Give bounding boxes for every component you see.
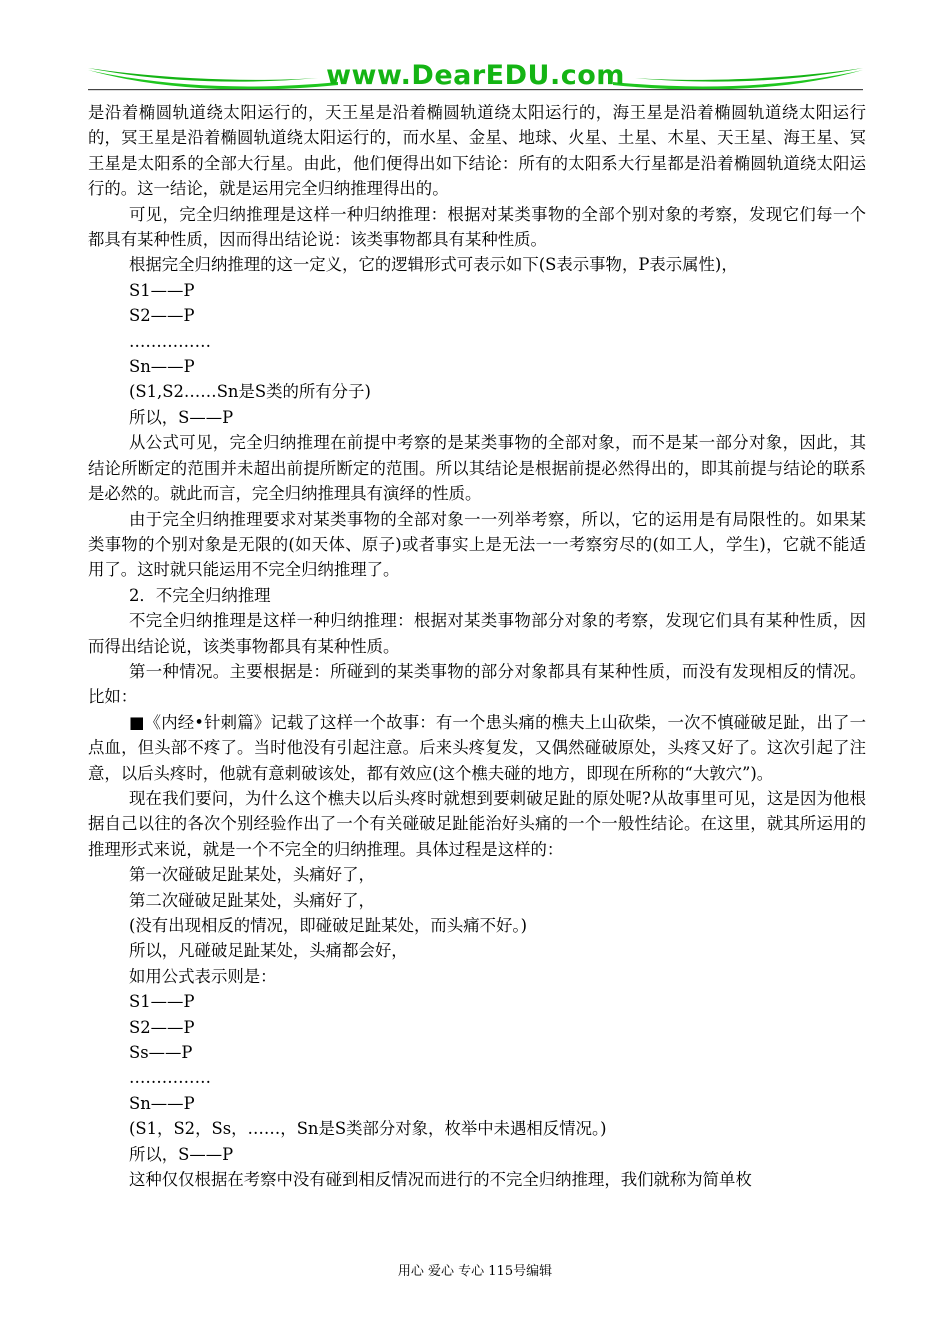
- formula-line: 第一次碰破足趾某处，头痛好了，: [129, 865, 375, 885]
- body-paragraph: 现在我们要问，为什么这个樵夫以后头疼时就想到要刺破足趾的原处呢?从故事里可见，这是因为他根据自己以往的各次个别经验作出了一个有关碰破足趾能治好头痛的一个一般性结论。在这里，就其所运用的推理形式来说，就是一个不完全的归纳推理。具体过程是这样的：: [88, 788, 866, 859]
- formula-line: (S1，S2，Ss，……，Sn是S类部分对象，枚举中未遇相反情况。): [129, 1119, 607, 1139]
- formula-line: ……………: [129, 1068, 211, 1088]
- formula-line: Sn——P: [129, 1093, 195, 1113]
- document-body: [88, 100, 866, 1192]
- body-paragraph: 这种仅仅根据在考察中没有碰到相反情况而进行的不完全归纳推理，我们就称为简单枚: [129, 1170, 752, 1190]
- formula-line: 如用公式表示则是：: [129, 966, 277, 986]
- formula-line: (S1,S2……Sn是S类的所有分子): [129, 382, 371, 402]
- formula-line: 所以，S——P: [129, 1144, 234, 1164]
- formula-line: Ss——P: [129, 1043, 193, 1063]
- formula-line: 所以，凡碰破足趾某处，头痛都会好，: [129, 941, 408, 961]
- formula-line: S1——P: [129, 280, 195, 300]
- formula-line: ……………: [129, 331, 211, 351]
- formula-line: 第二次碰破足趾某处，头痛好了，: [129, 890, 375, 910]
- body-paragraph: ■《内经•针刺篇》记载了这样一个故事：有一个患头痛的樵夫上山砍柴，一次不慎碰破足趾，出了一点血，但头部不疼了。当时他没有引起注意。后来头疼复发，又偶然碰破原处，头疼又好了。这次引起了注意，以后头疼时，他就有意刺破该处，都有效应(这个樵夫碰的地方，即现在所称的“大敦穴”)。: [88, 712, 866, 783]
- body-paragraph: 根据完全归纳推理的这一定义，它的逻辑形式可表示如下(S表示事物，P表示属性)，: [129, 255, 738, 275]
- formula-line: 所以，S——P: [129, 407, 234, 427]
- site-logo: www.DearEDU.com: [326, 60, 625, 91]
- body-paragraph: 是沿着椭圆轨道绕太阳运行的，天王星是沿着椭圆轨道绕太阳运行的，海王星是沿着椭圆轨道绕太阳运行的，冥王星是沿着椭圆轨道绕太阳运行的，而水星、金星、地球、火星、土星、木星、天王星、海王星、冥王星是太阳系的全部大行星。由此，他们便得出如下结论：所有的太阳系大行星都是沿着椭圆轨道绕太阳运行的。这一结论，就是运用完全归纳推理得出的。: [88, 103, 866, 199]
- body-paragraph: 由于完全归纳推理要求对某类事物的全部对象一一列举考察，所以，它的运用是有局限性的。如果某类事物的个别对象是无限的(如天体、原子)或者事实上是无法一一考察穷尽的(如工人，学生)，它就不能适用了。这时就只能运用不完全归纳推理了。: [88, 509, 866, 580]
- formula-line: S2——P: [129, 306, 195, 326]
- formula-line: S1——P: [129, 992, 195, 1012]
- body-paragraph: 不完全归纳推理是这样一种归纳推理：根据对某类事物部分对象的考察，发现它们具有某种性质，因而得出结论说，该类事物都具有某种性质。: [88, 611, 866, 656]
- body-paragraph: 从公式可见，完全归纳推理在前提中考察的是某类事物的全部对象，而不是某一部分对象，因此，其结论所断定的范围并未超出前提所断定的范围。所以其结论是根据前提必然得出的，即其前提与结论的联系是必然的。就此而言，完全归纳推理具有演绎的性质。: [88, 433, 866, 504]
- formula-line: S2——P: [129, 1017, 195, 1037]
- formula-line: Sn——P: [129, 357, 195, 377]
- body-paragraph: 可见，完全归纳推理是这样一种归纳推理：根据对某类事物的全部个别对象的考察，发现它们每一个都具有某种性质，因而得出结论说：该类事物都具有某种性质。: [88, 204, 866, 250]
- page-footer: 用心 爱心 专心 115号编辑: [397, 1264, 553, 1279]
- page-header: [88, 58, 863, 98]
- body-paragraph: 第一种情况。主要根据是：所碰到的某类事物的部分对象都具有某种性质，而没有发现相反的情况。比如：: [88, 661, 866, 707]
- formula-line: (没有出现相反的情况，即碰破足趾某处，而头痛不好。): [129, 916, 527, 935]
- body-paragraph: 2．不完全归纳推理: [129, 585, 271, 605]
